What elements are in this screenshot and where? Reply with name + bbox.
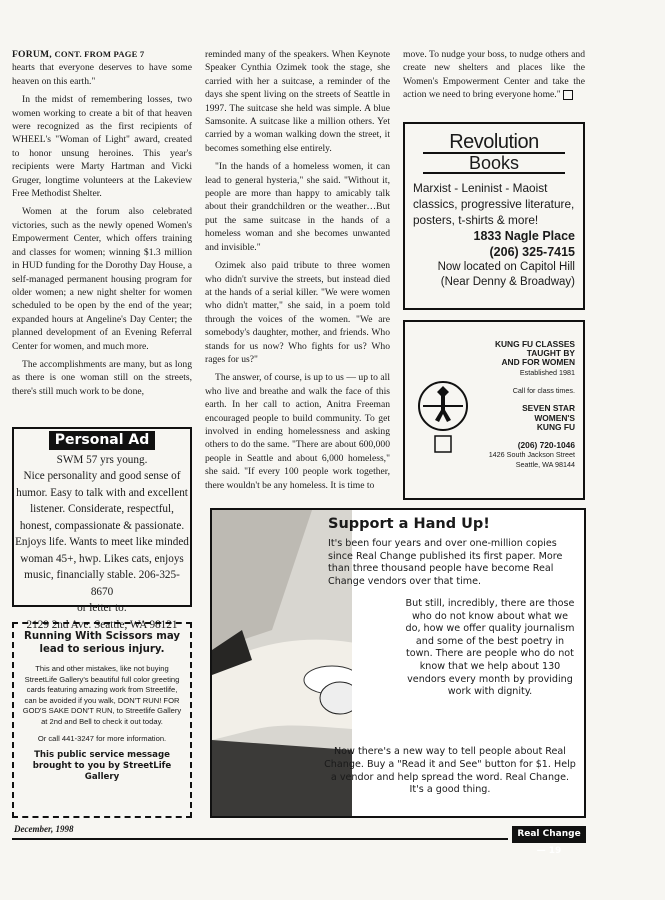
revolution-location-1: Now located on Capitol Hill <box>437 261 575 273</box>
revolution-location-2: (Near Denny & Broadway) <box>440 276 575 288</box>
article-paragraph: The answer, of course, is up to us — up to all who live and breathe and walk the face of this earth. In her call to action, Anitra Freeman encouraged people to build community. To get involved in ending homelessness and asking others to do the same. "There are about 600,000 people in Seattle and about 6,000 homeless," she said. "If every 100 people work together, there wouldn't be any homeless. It is time to <box>205 372 390 491</box>
scissors-ad-footer: This public service message brought to you by StreetLife Gallery <box>32 750 172 783</box>
kung-fu-text: KUNG FU CLASSES TAUGHT BY AND FOR WOMEN Established 1981 Call for class times. SEVEN STAR WOMEN'S KUNG FU (206) 720-1046 1426 South Jackson Street Seattle, WA 98144 <box>488 339 575 469</box>
revolution-books-ad <box>403 122 585 310</box>
revolution-address: 1833 Nagle Place <box>473 229 575 243</box>
personal-ad-header: Personal Ad <box>49 431 156 450</box>
support-hand-up-ad <box>210 508 586 818</box>
article-paragraph: Women at the forum also celebrated victories, such as the newly opened Women's Empowerment Center, which offers training and classes for women; winning $1.3 million in HUD funding for the Dorothy Day House, a self-managed permanent housing program for older women; a new night shelter for women scheduled to be open by the end of the year; expanded hours at Angeline's Day Center; the planned development of an Evening Referral Center for women, and much more. <box>12 206 192 352</box>
footer-date: December, 1998 <box>14 824 74 834</box>
revolution-title: Revolution <box>449 131 539 153</box>
footer-rule <box>12 838 508 840</box>
hand-up-paragraph-1: It's been four years and over one-million copies since Real Change published its first paper. More than three thousand people have become Real Change vendors over that time. <box>328 538 563 587</box>
scissors-ad-headline: Running With Scissors may lead to serious injury. <box>23 631 181 655</box>
end-mark-icon <box>563 90 573 100</box>
hand-up-paragraph-2: But still, incredibly, there are those who do not know about what we do, how we offer quality journalism and some of the best poetry in town. There are people who do not know that we help about 130 vendors every month by providing work with dignity. <box>405 598 575 698</box>
scissors-ad-body: This and other mistakes, like not buying StreetLife Gallery's beautiful full color greeting cards featuring amazing work from Streetlife, can be avoided if you walk, DON'T RUN! FOR GOD'S SAKE DON'T RUN, to Streetlife Gallery at 2nd and Bell to check it out today. <box>22 664 182 726</box>
personal-ad-box <box>12 427 192 631</box>
article-paragraph: In the midst of remembering losses, two women working to create a bit of that heaven were recognized as the first recipients of WHEEL's "Woman of Light" award, created to honor unsung heroines. This year's recipients were Marty Hartman and Vicki Gruger, longtime volunteers at the Lakeview Free Methodist Shelter. <box>12 94 192 200</box>
article-paragraph: reminded many of the speakers. When Keynote Speaker Cynthia Ozimek took the stage, she carried with her a suitcase, a reminder of the days she spent living on the streets of Seattle in 1997. The suitcase she held was simple. A blue Samsonite. A suitcase like a million others. Yet carried by a woman walking down the street, it becomes something else entirely. <box>205 49 390 154</box>
article-paragraph: Ozimek also paid tribute to three women who didn't survive the streets, but instead died at the hands of a serial killer. "We were women who didn't matter," she said, in a poem told through the voices of the women. "We are somebody's daughter, mother, and friends. Who stands for us now? Who fights for us? Who rages for us?" <box>205 260 390 365</box>
kung-fu-ad <box>403 320 585 500</box>
personal-ad-address: 2129 2nd Ave. Seattle, WA 98121 <box>26 618 178 631</box>
personal-ad-line1: SWM 57 yrs young. <box>56 453 148 466</box>
personal-ad-or: or letter to: <box>77 602 127 614</box>
article-column-2 <box>205 48 390 497</box>
article-column-3 <box>403 48 585 107</box>
personal-ad-body: Nice personality and good sense of humor. Easy to talk with and excellent listener. Considerate, respectful, honest, compassionate & passionate. Enjoys life. Wants to meet like minded woman 45+, hwp. Likes cats, enjoys music, financially stable. 206-325-8670 <box>15 470 189 598</box>
revolution-description: Marxist - Leninist - Maoist classics, progressive literature, posters, t-shirts & more! <box>413 181 575 227</box>
article-paragraph: The accomplishments are many, but as long as there is one woman still on the streets, there's still much work to be done, <box>12 358 192 397</box>
article-column-1 <box>12 48 192 403</box>
hand-up-headline: Support a Hand Up! <box>328 516 490 532</box>
article-continuation-head: FORUM, CONT. FROM PAGE 7 <box>12 49 145 60</box>
books-title: Books <box>423 152 565 174</box>
scissors-ad-phone: Or call 441-3247 for more information. <box>37 733 167 743</box>
footer-page-label: Real Change — 19 <box>512 826 586 843</box>
article-paragraph: move. To nudge your boss, to nudge others and create new shelters and places like the Women's Empowerment Center and take the action we need to bring everyone home." <box>403 49 585 101</box>
hand-up-paragraph-3: Now there's a new way to tell people about Real Change. Buy a "Read it and See" button for $1. Help a vendor and help spread the word. Real Change. It's a good thing. <box>324 746 576 796</box>
article-paragraph: "In the hands of a homeless women, it can lead to general hysteria," she said. "Without it, people are more than happy to amicably talk about their grandchildren or the weather…But put the same suitcase in the hands of a homeless woman and she becomes unwanted and invisible." <box>205 161 390 253</box>
article-paragraph: hearts that everyone deserves to have some heaven on this earth." <box>12 62 192 87</box>
scissors-ad-box <box>12 622 192 818</box>
revolution-phone: (206) 325-7415 <box>489 245 575 259</box>
